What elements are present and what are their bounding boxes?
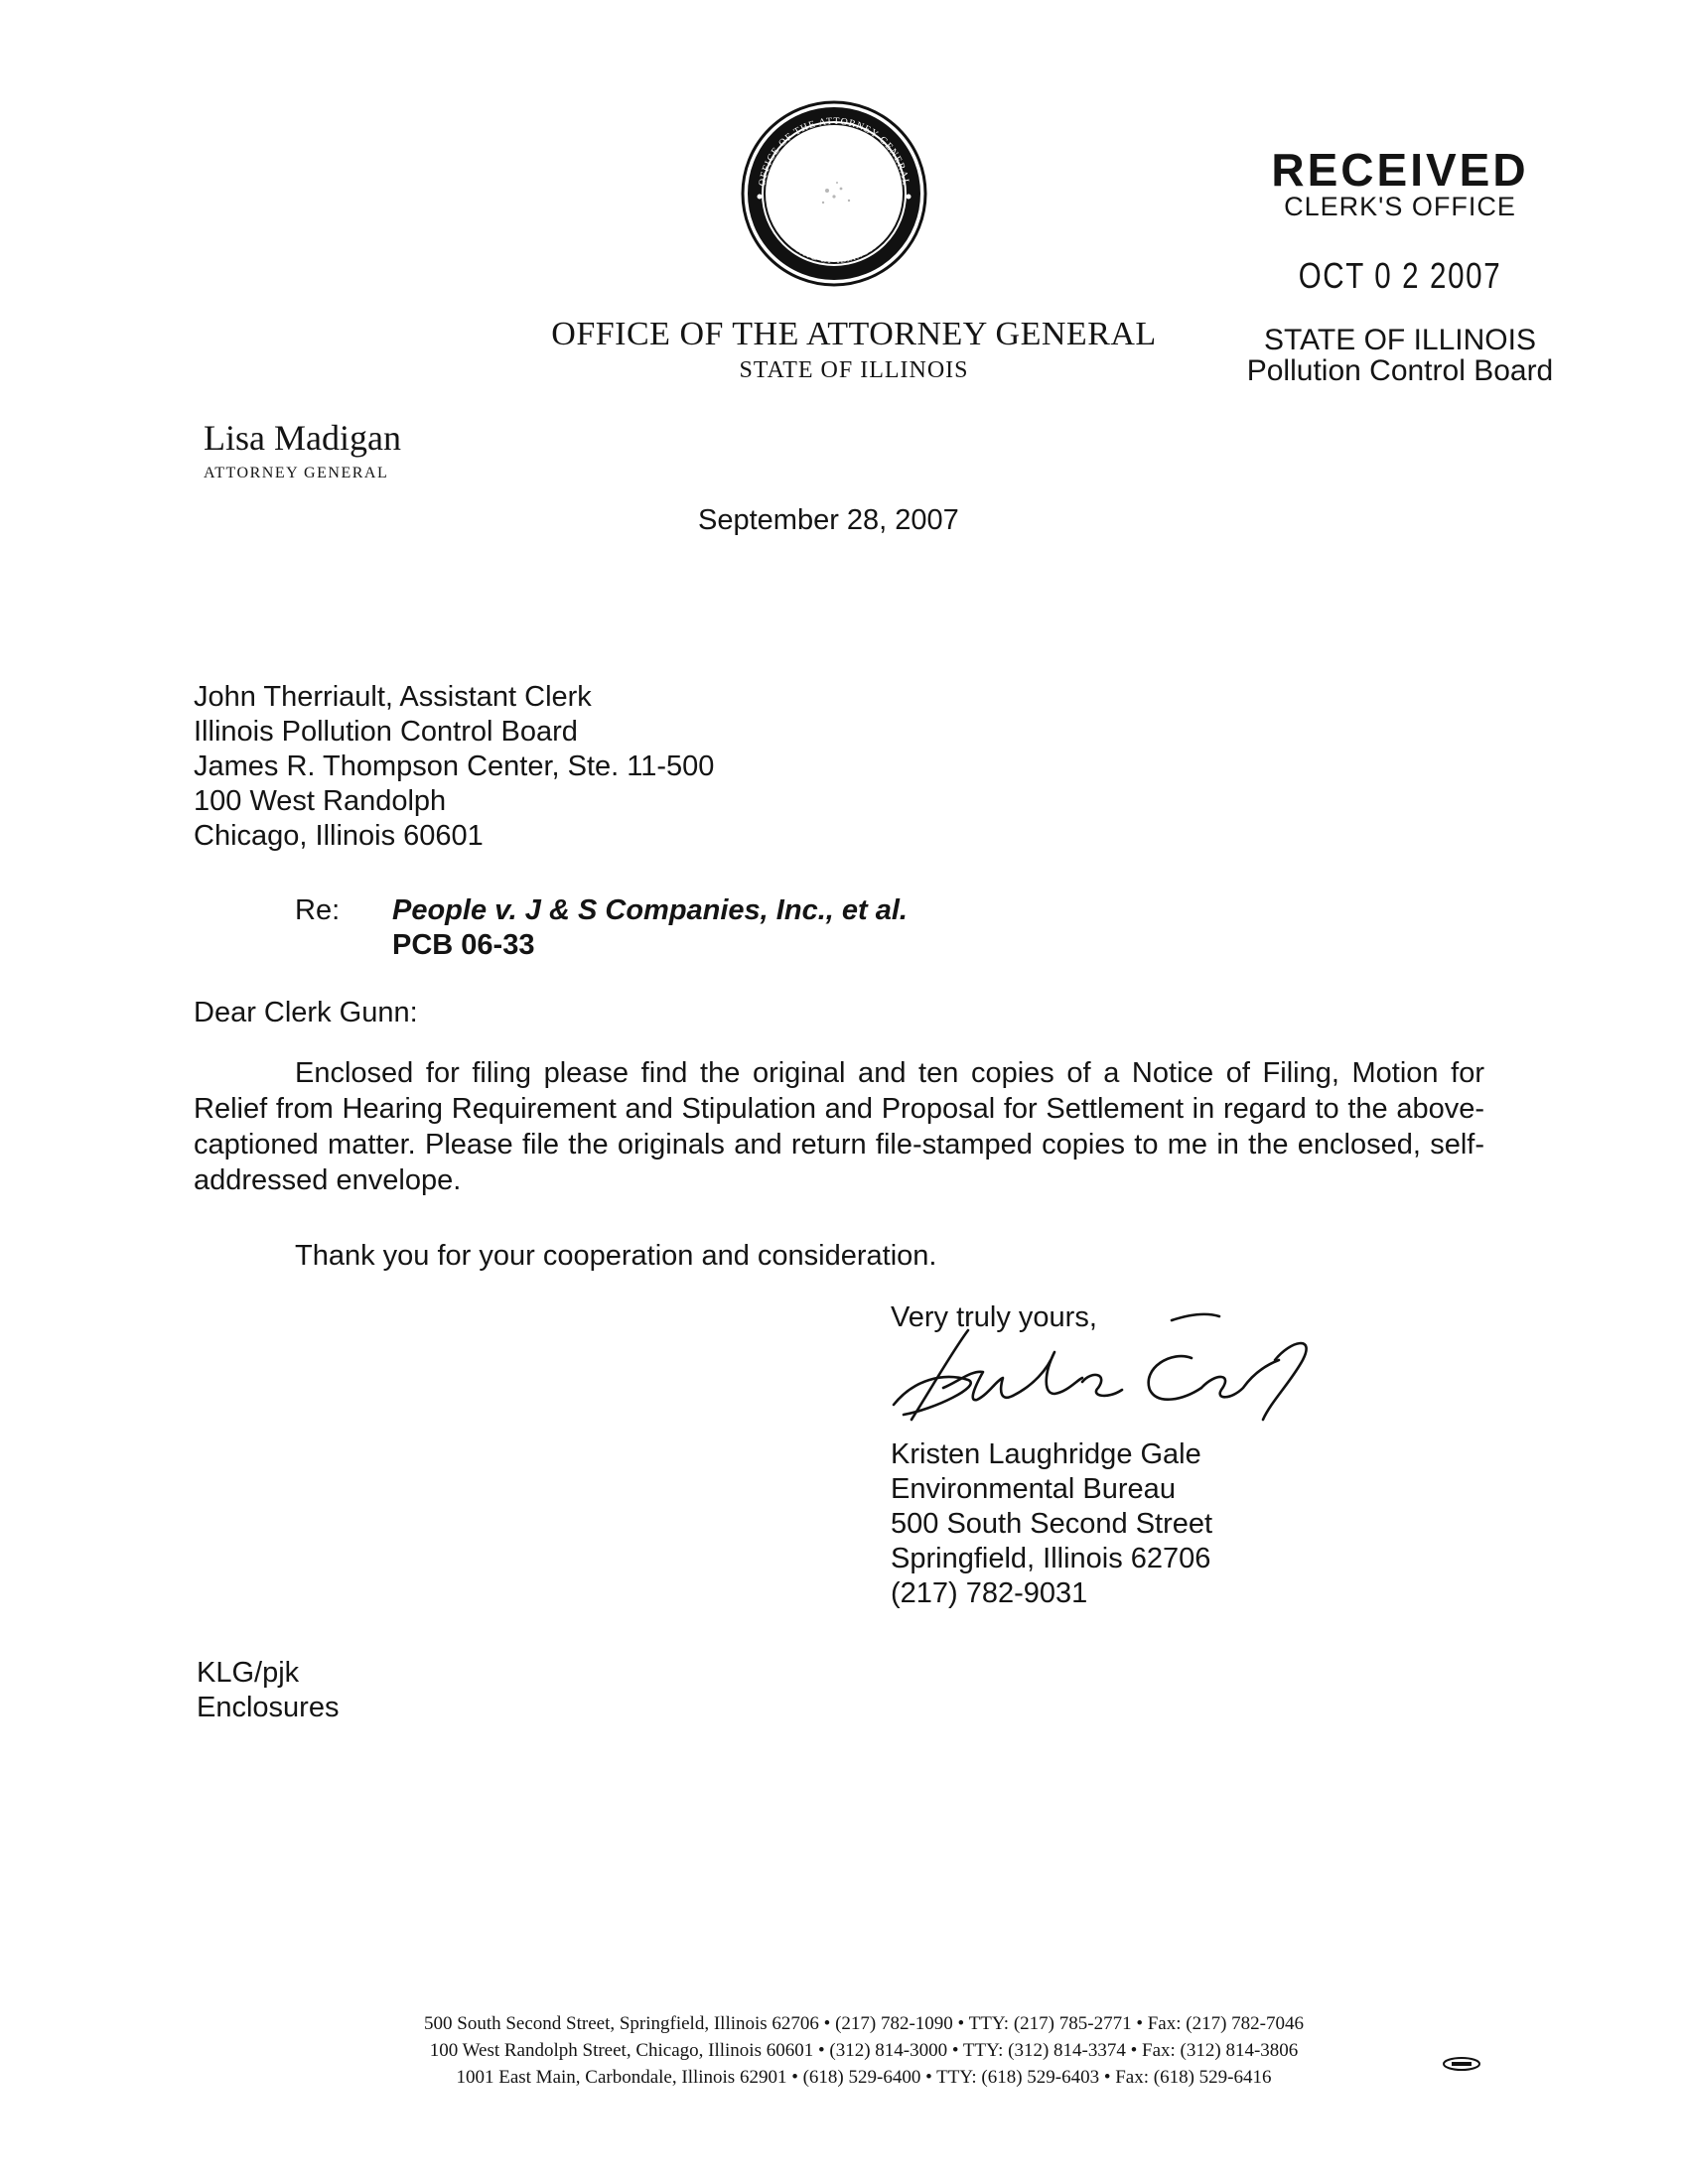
stamp-state: STATE OF ILLINOIS xyxy=(1264,324,1536,356)
body-paragraph: Enclosed for filing please find the original and ten copies of a Notice of Filing, Motion for Relief from Hearing Requirement and Stipulation and Proposal for Settlement in regard to the above-captioned matter. Please file the originals and return file-stamped copies to me in the enclosed, self-addressed envelope. xyxy=(194,1057,1484,1196)
footer-line: 100 West Randolph Street, Chicago, Illinois 60601 • (312) 814-3000 • TTY: (312) 814-3374 • Fax: (312) 814-3806 xyxy=(429,2040,1299,2061)
recycled-paper-icon xyxy=(1438,2056,1485,2072)
stamp-board: Pollution Control Board xyxy=(1246,354,1554,387)
footer-addresses xyxy=(278,2010,1450,2091)
handwritten-signature xyxy=(874,1310,1350,1439)
attorney-general-title: ATTORNEY GENERAL xyxy=(204,465,389,481)
attorney-general-name: Lisa Madigan xyxy=(204,418,401,458)
received-stamp xyxy=(1231,144,1569,387)
footer-line: 500 South Second Street, Springfield, Illinois 62706 • (217) 782-1090 • TTY: (217) 785-2771 • Fax: (217) 782-7046 xyxy=(424,2013,1304,2034)
enclosures-label: Enclosures xyxy=(197,1692,340,1723)
address-line: Chicago, Illinois 60601 xyxy=(194,820,484,852)
seal-bottom-text: STATE OF ILLINOIS xyxy=(788,239,880,266)
address-line: James R. Thompson Center, Ste. 11-500 xyxy=(194,751,715,782)
closing: Very truly yours, xyxy=(891,1301,1097,1333)
attorney-general-seal xyxy=(740,99,928,288)
signer-name: Kristen Laughridge Gale xyxy=(891,1438,1201,1470)
recipient-address xyxy=(194,680,714,854)
signer-block xyxy=(891,1437,1212,1611)
stamp-clerks-office: CLERK'S OFFICE xyxy=(1284,192,1516,221)
address-line: John Therriault, Assistant Clerk xyxy=(194,681,592,713)
seal-graphic xyxy=(740,99,928,288)
typist-initials: KLG/pjk xyxy=(197,1657,300,1689)
letterhead-title: OFFICE OF THE ATTORNEY GENERAL xyxy=(551,316,1157,352)
signer-line: 500 South Second Street xyxy=(891,1508,1213,1540)
initials-block xyxy=(197,1656,339,1725)
signer-line: Springfield, Illinois 62706 xyxy=(891,1543,1211,1574)
salutation: Dear Clerk Gunn: xyxy=(194,997,418,1028)
stamp-received: RECEIVED xyxy=(1271,144,1529,196)
stamp-date: OCT 0 2 2007 xyxy=(1298,255,1502,296)
re-case-name: People v. J & S Companies, Inc., et al. xyxy=(392,894,908,926)
signer-line: Environmental Bureau xyxy=(891,1473,1176,1505)
letter-date: September 28, 2007 xyxy=(698,504,959,536)
re-case-number: PCB 06-33 xyxy=(392,929,535,961)
signer-phone: (217) 782-9031 xyxy=(891,1577,1088,1609)
letterhead-state: STATE OF ILLINOIS xyxy=(739,357,969,383)
seal-top-text: OFFICE OF THE ATTORNEY GENERAL xyxy=(757,115,912,188)
re-label: Re: xyxy=(295,894,341,926)
thanks-line: Thank you for your cooperation and consideration. xyxy=(295,1240,937,1272)
footer-line: 1001 East Main, Carbondale, Illinois 62901 • (618) 529-6400 • TTY: (618) 529-6403 • Fax: (618) 529-6416 xyxy=(456,2067,1272,2088)
address-line: Illinois Pollution Control Board xyxy=(194,716,578,748)
address-line: 100 West Randolph xyxy=(194,785,447,817)
